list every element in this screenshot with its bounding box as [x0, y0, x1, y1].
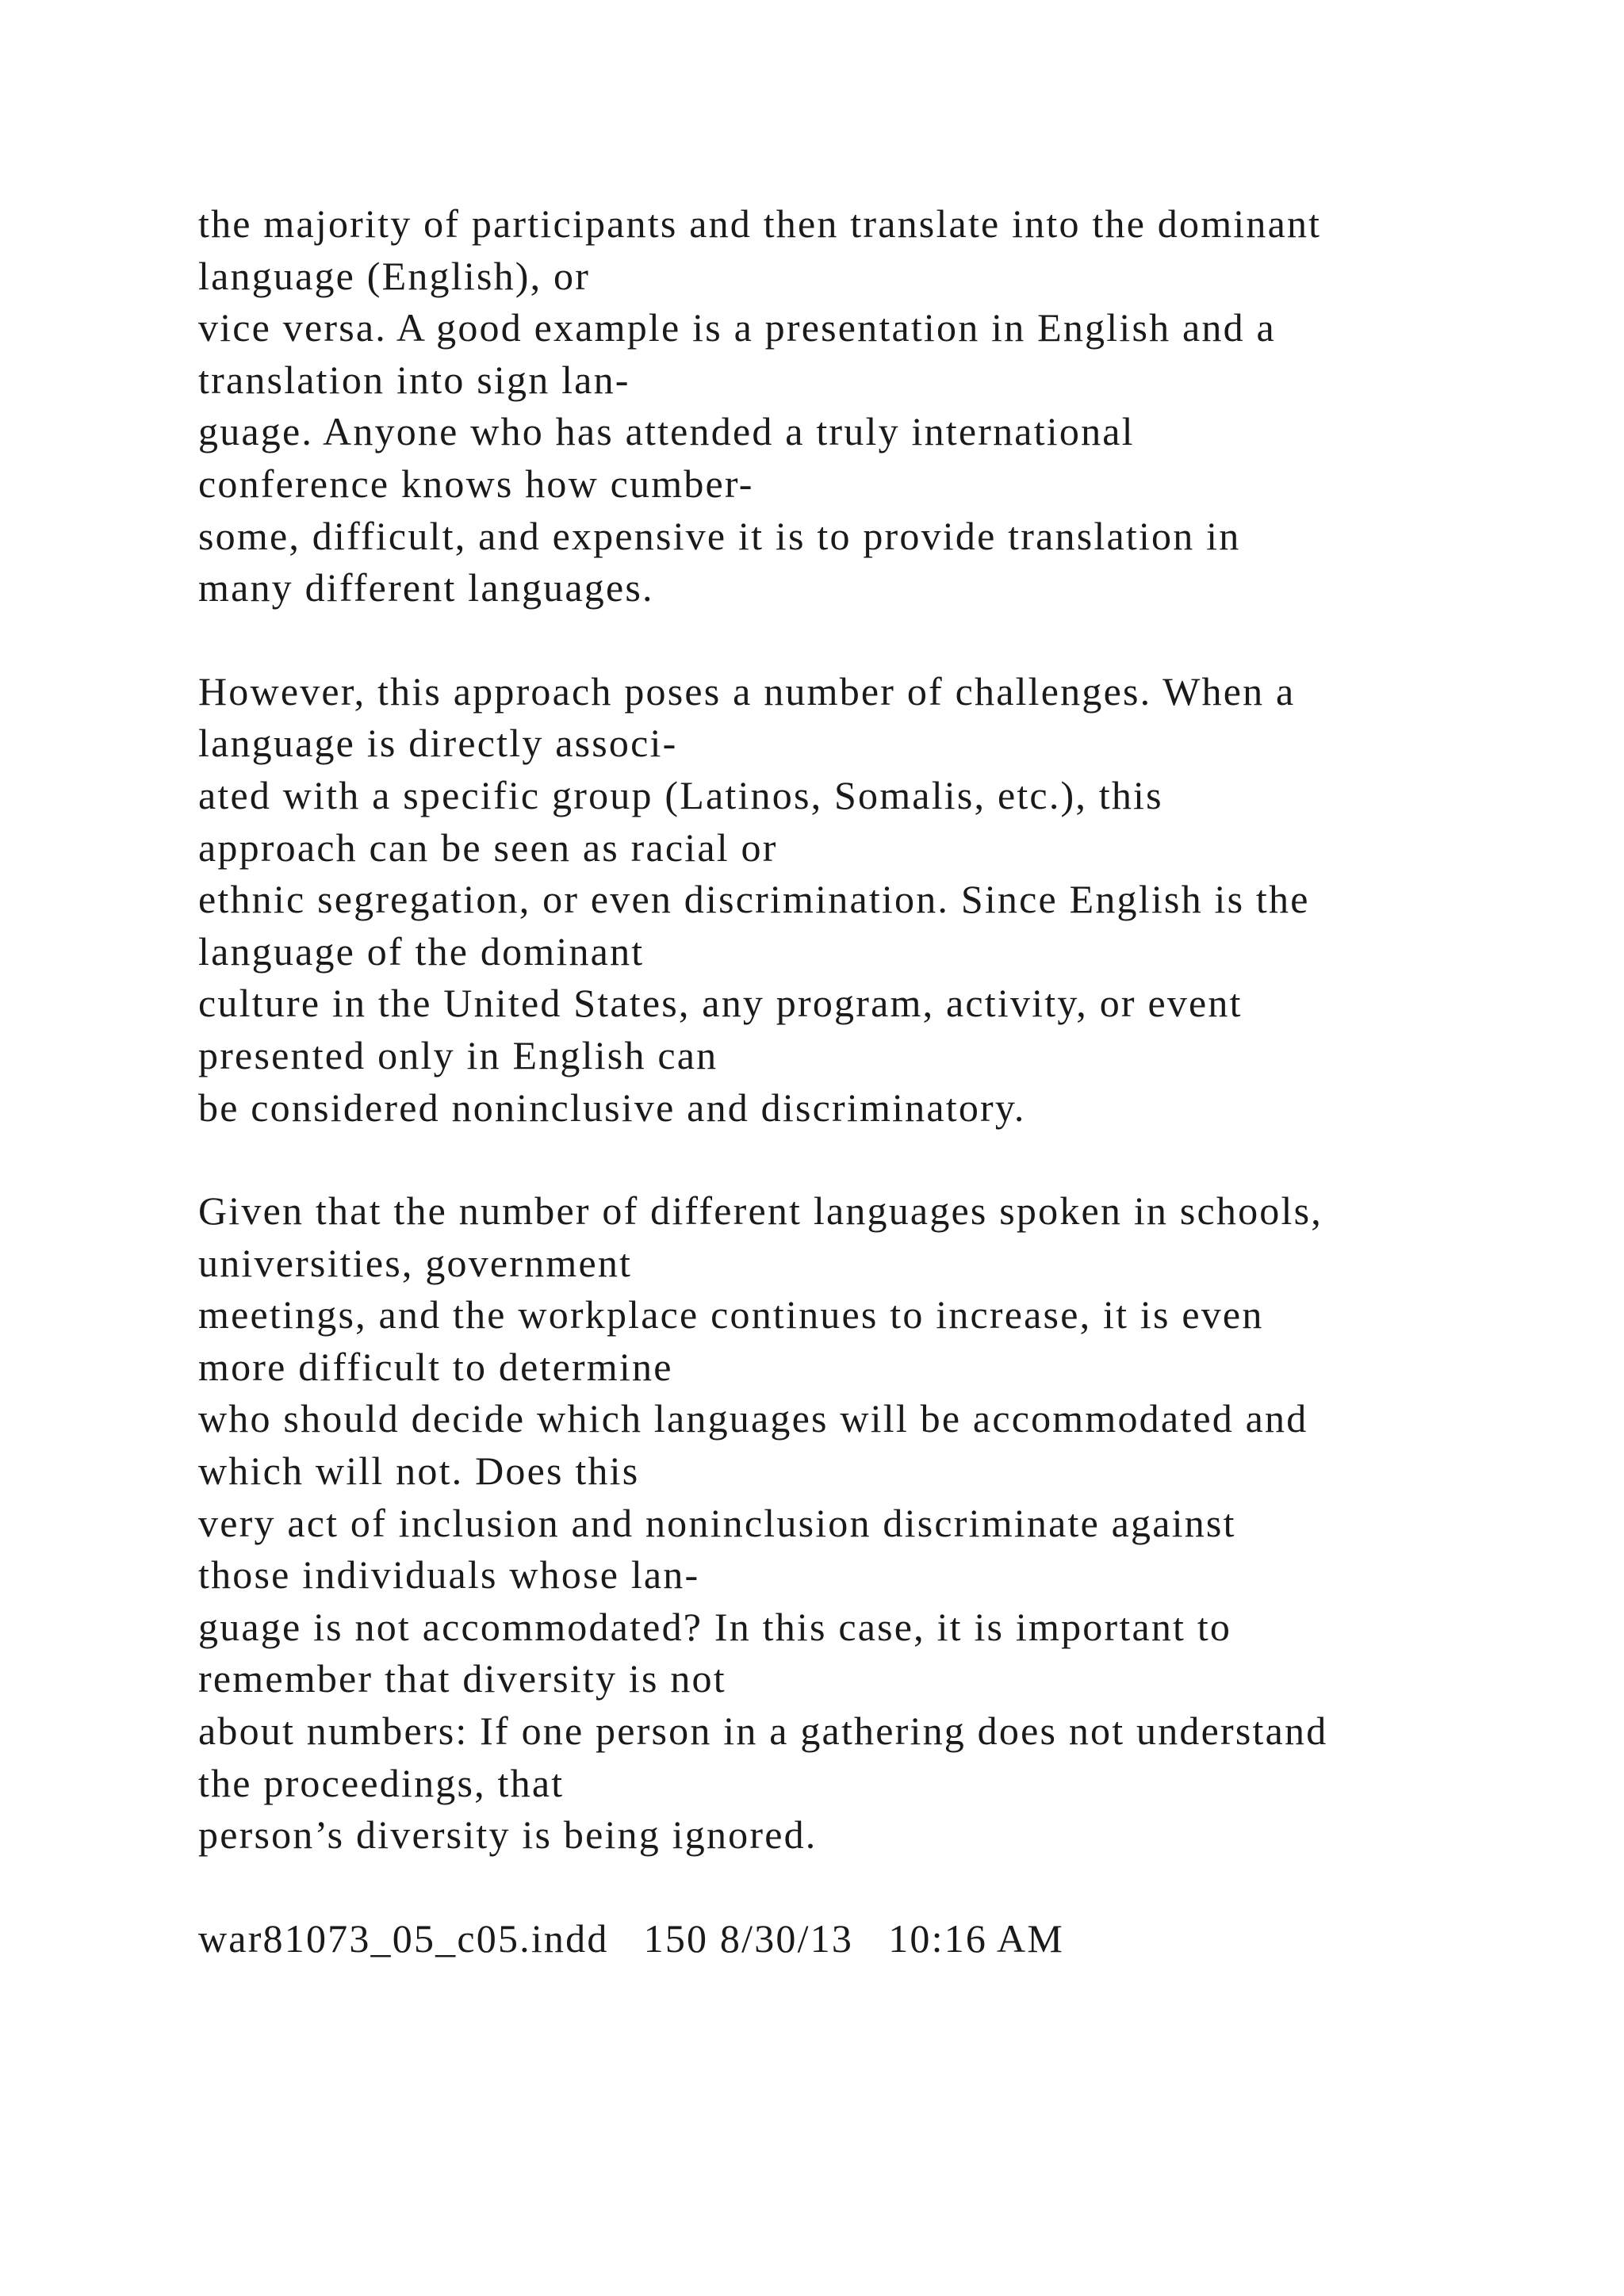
- text-line: person’s diversity is being ignored.: [198, 1812, 818, 1858]
- text-line: ated with a specific group (Latinos, Somalis, etc.), this: [198, 772, 1163, 817]
- text-line: vice versa. A good example is a presentation in English and a: [198, 305, 1276, 350]
- paragraph-1: [198, 198, 1586, 614]
- text-line: the majority of participants and then translate into the dominant: [198, 201, 1322, 246]
- text-line: the proceedings, that: [198, 1760, 565, 1805]
- text-line: which will not. Does this: [198, 1448, 640, 1494]
- text-line: many different languages.: [198, 565, 654, 610]
- text-line: some, difficult, and expensive it is to provide translation in: [198, 513, 1241, 558]
- text-line: language (English), or: [198, 253, 591, 298]
- text-line: translation into sign lan-: [198, 357, 630, 402]
- text-line: conference knows how cumber-: [198, 461, 754, 506]
- text-line: very act of inclusion and noninclusion discriminate against: [198, 1500, 1236, 1545]
- paragraph-3: [198, 1185, 1586, 1862]
- text-line: presented only in English can: [198, 1032, 718, 1077]
- text-line: those individuals whose lan-: [198, 1552, 700, 1598]
- text-line: who should decide which languages will be accommodated and: [198, 1396, 1308, 1441]
- text-line: be considered noninclusive and discriminatory.: [198, 1085, 1026, 1130]
- text-line: more difficult to determine: [198, 1344, 673, 1389]
- text-line: However, this approach poses a number of challenges. When a: [198, 668, 1296, 714]
- text-line: remember that diversity is not: [198, 1656, 726, 1701]
- text-line: about numbers: If one person in a gathering does not understand: [198, 1709, 1328, 1754]
- text-line: language is directly associ-: [198, 721, 678, 766]
- text-line: guage is not accommodated? In this case, it is important to: [198, 1604, 1232, 1649]
- text-line: meetings, and the workplace continues to increase, it is even: [198, 1292, 1264, 1337]
- text-line: ethnic segregation, or even discrimination. Since English is the: [198, 877, 1310, 922]
- paragraph-2: [198, 666, 1586, 1134]
- document-page: [198, 198, 1586, 1965]
- text-line: Given that the number of different languages spoken in schools,: [198, 1188, 1323, 1234]
- text-line: language of the dominant: [198, 928, 645, 974]
- text-line: guage. Anyone who has attended a truly international: [198, 409, 1135, 454]
- print-slug-footer: war81073_05_c05.indd 150 8/30/13 10:16 AM: [198, 1915, 1065, 1961]
- text-line: culture in the United States, any program, activity, or event: [198, 981, 1243, 1026]
- text-line: approach can be seen as racial or: [198, 825, 778, 870]
- text-line: universities, government: [198, 1240, 633, 1285]
